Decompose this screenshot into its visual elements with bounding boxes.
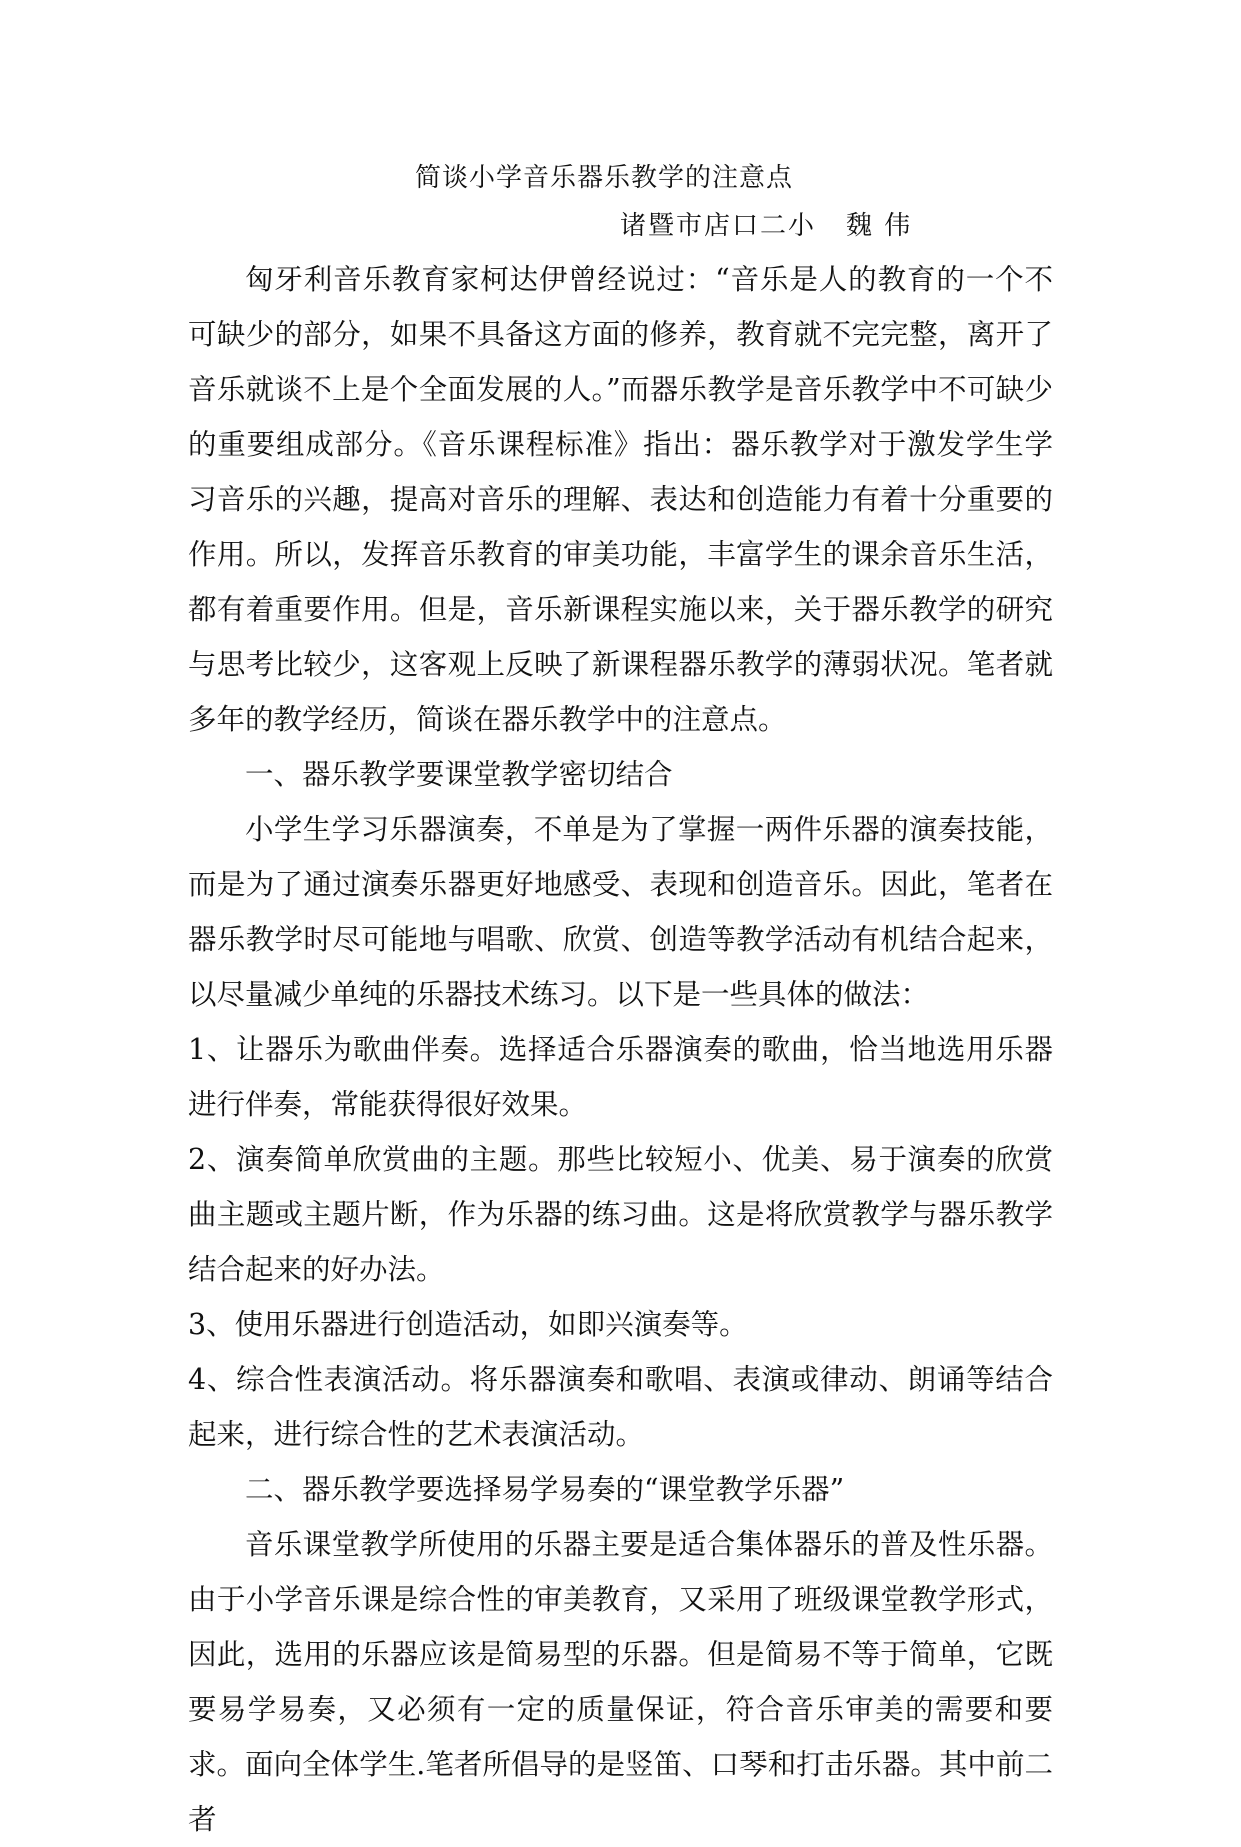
list-item-1: 1、让器乐为歌曲伴奏。选择适合乐器演奏的歌曲，恰当地选用乐器进行伴奏，常能获得很好效果。 — [188, 1033, 1053, 1121]
author-school: 诸暨市店口二小 — [620, 211, 817, 241]
paragraph-intro: 匈牙利音乐教育家柯达伊曾经说过：“音乐是人的教育的一个不可缺少的部分，如果不具备这方面的修养，教育就不完完整，离开了音乐就谈不上是个全面发展的人。”而器乐教学是音乐教学中不可缺少的重要组成部分。《音乐课程标准》指出：器乐教学对于激发学生学习音乐的兴趣，提高对音乐的理解、表达和创造能力有着十分重要的作用。所以，发挥音乐教育的审美功能，丰富学生的课余音乐生活，都有着重要作用。但是，音乐新课程实施以来，关于器乐教学的研究与思考比较少，这客观上反映了新课程器乐教学的薄弱状况。笔者就多年的教学经历，简谈在器乐教学中的注意点。 — [188, 263, 1053, 736]
section-heading-1: 一、器乐教学要课堂教学密切结合 — [245, 758, 673, 791]
author-line — [620, 208, 912, 244]
list-item-3: 3、使用乐器进行创造活动，如即兴演奏等。 — [188, 1308, 748, 1341]
section-heading-2: 二、器乐教学要选择易学易奏的“课堂教学乐器” — [245, 1473, 845, 1506]
document-body — [188, 252, 1053, 1847]
author-name: 魏 伟 — [846, 211, 913, 241]
document-title: 简谈小学音乐器乐教学的注意点 — [415, 163, 794, 193]
list-item-4: 4、综合性表演活动。将乐器演奏和歌唱、表演或律动、朗诵等结合起来，进行综合性的艺术表演活动。 — [188, 1363, 1053, 1451]
paragraph-section-1: 小学生学习乐器演奏，不单是为了掌握一两件乐器的演奏技能，而是为了通过演奏乐器更好地感受、表现和创造音乐。因此，笔者在器乐教学时尽可能地与唱歌、欣赏、创造等教学活动有机结合起来，以尽量减少单纯的乐器技术练习。以下是一些具体的做法： — [188, 813, 1053, 1011]
paragraph-section-2: 音乐课堂教学所使用的乐器主要是适合集体器乐的普及性乐器。由于小学音乐课是综合性的审美教育，又采用了班级课堂教学形式，因此，选用的乐器应该是简易型的乐器。但是简易不等于简单，它既要易学易奏，又必须有一定的质量保证，符合音乐审美的需要和要求。面向全体学生.笔者所倡导的是竖笛、口琴和打击乐器。其中前二者 — [188, 1528, 1053, 1836]
list-item-2: 2、演奏简单欣赏曲的主题。那些比较短小、优美、易于演奏的欣赏曲主题或主题片断，作为乐器的练习曲。这是将欣赏教学与器乐教学结合起来的好办法。 — [188, 1143, 1053, 1286]
